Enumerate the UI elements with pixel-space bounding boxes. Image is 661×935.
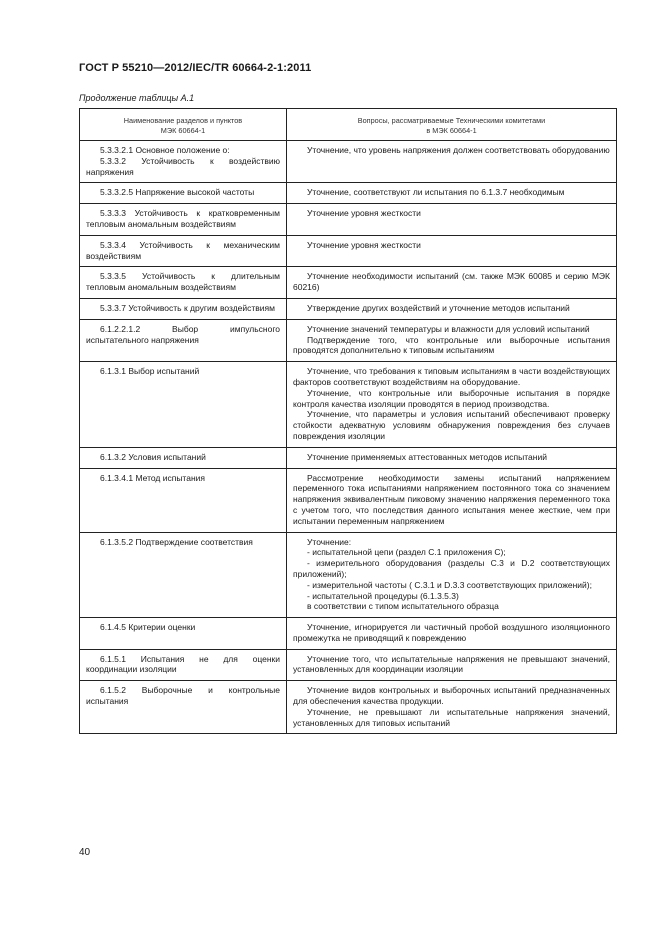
question-cell xyxy=(287,141,617,183)
section-cell xyxy=(80,235,287,267)
question-cell xyxy=(287,618,617,650)
question-text: Уточнение, что требования к типовым испытаниям в части воздействующих факторов соответствуют воздействиям на оборудование. xyxy=(293,366,610,387)
question-text: Уточнение, не превышают ли испытательные напряжения значений, установленных для типовых испытаний xyxy=(293,706,610,728)
table-row xyxy=(80,618,617,650)
table-row xyxy=(80,298,617,319)
section-cell xyxy=(80,681,287,734)
question-text: Уточнение, игнорируется ли частичный пробой воздушного изоляционного промежутка не приводящий к повреждению xyxy=(293,622,610,643)
question-cell xyxy=(287,298,617,319)
table-row xyxy=(80,235,617,267)
requirements-table xyxy=(79,108,617,734)
question-text: - измерительной частоты ( С.3.1 и D.3.3 соответствующих приложений); xyxy=(307,579,592,590)
table-row xyxy=(80,532,617,618)
question-text: в соответствии с типом испытательного образца xyxy=(307,601,499,612)
table-row xyxy=(80,362,617,448)
page-number: 40 xyxy=(79,847,91,858)
question-text: - измерительного оборудования (разделы С.3 и D.2 соответствующих приложений); xyxy=(293,558,610,579)
section-cell xyxy=(80,141,287,183)
section-cell xyxy=(80,204,287,236)
section-text: 5.3.3.2 Устойчивость к воздействию напряжения xyxy=(86,155,280,177)
table-row xyxy=(80,681,617,734)
question-text: Уточнение видов контрольных и выборочных испытаний предназначенных для обеспечения качества продукции. xyxy=(293,685,610,707)
table-row xyxy=(80,649,617,681)
question-text: Уточнение необходимости испытаний (см. также МЭК 60085 и серию МЭК 60216) xyxy=(293,271,610,293)
table-row xyxy=(80,267,617,299)
table-header-row xyxy=(80,109,617,141)
section-cell xyxy=(80,532,287,618)
section-text: 6.1.2.2.1.2 Выбор импульсного испытательного напряжения xyxy=(86,323,280,345)
question-cell xyxy=(287,447,617,468)
section-text: 6.1.3.4.1 Метод испытания xyxy=(100,472,206,483)
question-cell xyxy=(287,183,617,204)
section-cell xyxy=(80,319,287,361)
question-cell xyxy=(287,267,617,299)
section-text: 5.3.3.2.5 Напряжение высокой частоты xyxy=(100,187,255,198)
question-text: Уточнение уровня жесткости xyxy=(307,239,421,250)
section-text: 6.1.4.5 Критерии оценки xyxy=(100,622,196,633)
section-text: 5.3.3.2.1 Основное положение о: xyxy=(100,145,230,155)
question-cell xyxy=(287,319,617,361)
section-cell xyxy=(80,649,287,681)
question-cell xyxy=(287,649,617,681)
section-cell xyxy=(80,362,287,448)
table-row xyxy=(80,468,617,532)
section-cell xyxy=(80,183,287,204)
table-row xyxy=(80,204,617,236)
section-text: 6.1.3.2 Условия испытаний xyxy=(100,451,206,462)
question-text: Уточнение: xyxy=(307,536,352,547)
question-text: Рассмотрение необходимости замены испытаний напряжением переменного тока испытаниями напряжением постоянного тока со значением напряжения эквивалентным пиковому значению напряжения переменного тока с учетом того, что последствия данного испытания менее жесткие, чем при испытании переменным напряжением xyxy=(293,472,610,526)
question-text: Уточнение уровня жесткости xyxy=(307,208,421,219)
table-row xyxy=(80,183,617,204)
col-header-sections: Наименование разделов и пунктов МЭК 60664-1 xyxy=(80,109,287,141)
section-cell xyxy=(80,447,287,468)
question-text: - испытательной процедуры (6.1.3.5.3) xyxy=(307,590,459,601)
document-header: ГОСТ Р 55210—2012/IEC/TR 60664-2-1:2011 xyxy=(79,62,312,74)
question-text: Подтверждение того, что контрольные или выборочные испытания проводятся дополнительно к типовым испытаниям xyxy=(293,334,610,356)
section-text: 5.3.3.3 Устойчивость к кратковременным тепловым аномальным воздействиям xyxy=(86,208,280,229)
question-text: Уточнение, что контрольные или выборочные испытания в порядке контроля качества изоляции проводятся в период производства. xyxy=(293,387,610,409)
question-cell xyxy=(287,362,617,448)
question-text: Уточнение значений температуры и влажности для условий испытаний xyxy=(307,323,590,334)
table-row xyxy=(80,141,617,183)
section-text: 5.3.3.5 Устойчивость к длительным тепловым аномальным воздействиям xyxy=(86,271,280,293)
section-cell xyxy=(80,468,287,532)
question-cell xyxy=(287,532,617,618)
question-text: Утверждение других воздействий и уточнение методов испытаний xyxy=(307,302,570,313)
section-text: 5.3.3.4 Устойчивость к механическим воздействиям xyxy=(86,239,280,261)
section-cell xyxy=(80,618,287,650)
question-cell xyxy=(287,468,617,532)
section-cell xyxy=(80,267,287,299)
question-text: Уточнение применяемых аттестованных методов испытаний xyxy=(307,451,547,462)
section-text: 5.3.3.7 Устойчивость к другим воздействиям xyxy=(100,302,275,313)
table-caption: Продолжение таблицы А.1 xyxy=(79,93,195,103)
section-text: 6.1.5.2 Выборочные и контрольные испытания xyxy=(86,685,280,707)
question-text: Уточнение, что параметры и условия испытаний обеспечивают проверку стойкости адекватную условиям обнаружения повреждения без случаев повреждения изоляции xyxy=(293,409,610,441)
section-text: 6.1.3.5.2 Подтверждение соответствия xyxy=(100,536,253,547)
col-header-questions: Вопросы, рассматриваемые Техническими комитетами в МЭК 60664-1 xyxy=(287,109,617,141)
section-text: 6.1.5.1 Испытания не для оценки координации изоляции xyxy=(86,653,280,675)
question-cell xyxy=(287,204,617,236)
question-text: Уточнение, что уровень напряжения должен соответствовать оборудованию xyxy=(307,145,610,155)
table-row xyxy=(80,319,617,361)
question-text: - испытательной цепи (раздел С.1 приложения С); xyxy=(307,547,506,558)
table-row xyxy=(80,447,617,468)
question-text: Уточнение, соответствуют ли испытания по 6.1.3.7 необходимым xyxy=(307,187,565,198)
question-text: Уточнение того, что испытательные напряжения не превышают значений, установленных для координации изоляции xyxy=(293,653,610,675)
question-cell xyxy=(287,235,617,267)
section-text: 6.1.3.1 Выбор испытаний xyxy=(100,366,200,377)
question-cell xyxy=(287,681,617,734)
section-cell xyxy=(80,298,287,319)
